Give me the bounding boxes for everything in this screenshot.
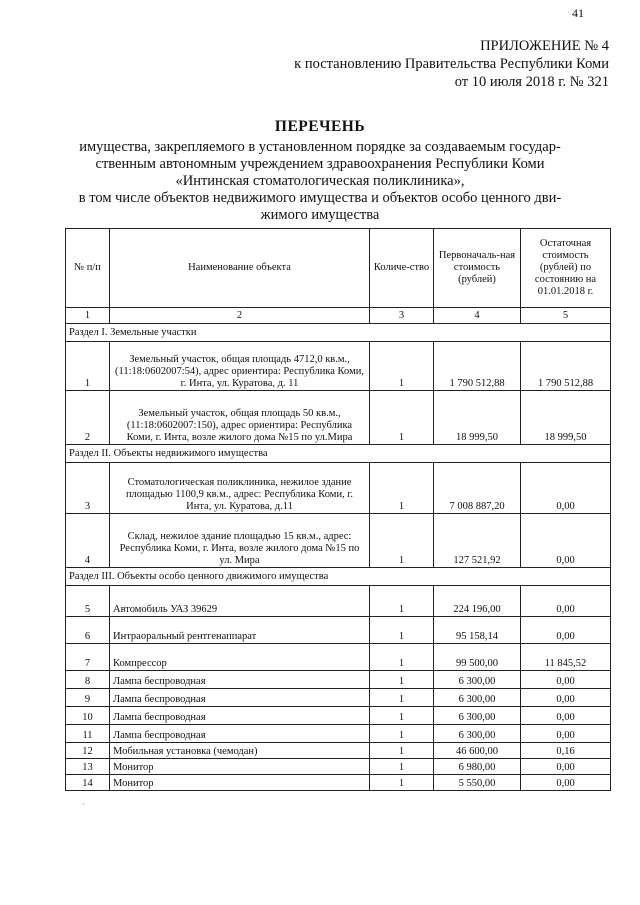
residual-cost: 0,16 <box>521 743 611 759</box>
table-row <box>66 391 611 445</box>
table-row <box>66 725 611 743</box>
object-name: Автомобиль УАЗ 39629 <box>110 586 370 617</box>
appendix-resolution-line: к постановлению Правительства Республики Коми <box>294 56 609 72</box>
quantity: 1 <box>370 689 434 707</box>
header-residual-cost: Остаточная стоимость (рублей) по состоянию на 01.01.2018 г. <box>521 229 611 308</box>
table-row <box>66 775 611 791</box>
initial-cost: 46 600,00 <box>434 743 521 759</box>
object-name: Лампа беспроводная <box>110 671 370 689</box>
residual-cost: 18 999,50 <box>521 391 611 445</box>
section-title: Раздел III. Объекты особо ценного движимого имущества <box>66 568 611 586</box>
quantity: 1 <box>370 707 434 725</box>
initial-cost: 6 300,00 <box>434 689 521 707</box>
quantity: 1 <box>370 743 434 759</box>
residual-cost: 0,00 <box>521 671 611 689</box>
row-number: 5 <box>66 586 110 617</box>
object-name: Монитор <box>110 759 370 775</box>
initial-cost: 6 980,00 <box>434 759 521 775</box>
initial-cost: 1 790 512,88 <box>434 342 521 391</box>
row-number: 4 <box>66 514 110 568</box>
column-number: 2 <box>110 308 370 324</box>
table-row <box>66 689 611 707</box>
section-title: Раздел I. Земельные участки <box>66 324 611 342</box>
initial-cost: 127 521,92 <box>434 514 521 568</box>
table-row <box>66 463 611 514</box>
row-number: 7 <box>66 644 110 671</box>
object-name: Компрессор <box>110 644 370 671</box>
row-number: 12 <box>66 743 110 759</box>
quantity: 1 <box>370 759 434 775</box>
object-name: Монитор <box>110 775 370 791</box>
header-number: № п/п <box>66 229 110 308</box>
table-row <box>66 586 611 617</box>
document-heading: ПЕРЕЧЕНЬ <box>274 118 366 135</box>
quantity: 1 <box>370 617 434 644</box>
residual-cost: 0,00 <box>521 514 611 568</box>
residual-cost: 0,00 <box>521 586 611 617</box>
row-number: 3 <box>66 463 110 514</box>
residual-cost: 1 790 512,88 <box>521 342 611 391</box>
table-header-row <box>66 229 611 308</box>
table-row <box>66 707 611 725</box>
residual-cost: 0,00 <box>521 707 611 725</box>
table-row <box>66 759 611 775</box>
subtitle-line: «Интинская стоматологическая поликлиника», <box>175 173 465 189</box>
table-row <box>66 514 611 568</box>
initial-cost: 99 500,00 <box>434 644 521 671</box>
quantity: 1 <box>370 463 434 514</box>
row-number: 2 <box>66 391 110 445</box>
object-name: Земельный участок, общая площадь 50 кв.м., (11:18:0602007:150), адрес ориентира: Республика Коми, г. Инта, возле жилого дома №15 по ул.Мира <box>110 391 370 445</box>
initial-cost: 6 300,00 <box>434 671 521 689</box>
section-row <box>66 445 611 463</box>
section-row <box>66 324 611 342</box>
object-name: Лампа беспроводная <box>110 689 370 707</box>
row-number: 6 <box>66 617 110 644</box>
column-number: 4 <box>434 308 521 324</box>
quantity: 1 <box>370 725 434 743</box>
quantity: 1 <box>370 586 434 617</box>
row-number: 14 <box>66 775 110 791</box>
residual-cost: 11 845,52 <box>521 644 611 671</box>
appendix-date-line: от 10 июля 2018 г. № 321 <box>454 74 609 90</box>
header-object-name: Наименование объекта <box>110 229 370 308</box>
quantity: 1 <box>370 391 434 445</box>
initial-cost: 6 300,00 <box>434 725 521 743</box>
quantity: 1 <box>370 514 434 568</box>
quantity: 1 <box>370 342 434 391</box>
residual-cost: 0,00 <box>521 725 611 743</box>
initial-cost: 224 196,00 <box>434 586 521 617</box>
table-row <box>66 342 611 391</box>
row-number: 13 <box>66 759 110 775</box>
residual-cost: 0,00 <box>521 617 611 644</box>
row-number: 1 <box>66 342 110 391</box>
column-number: 1 <box>66 308 110 324</box>
quantity: 1 <box>370 775 434 791</box>
object-name: Мобильная установка (чемодан) <box>110 743 370 759</box>
row-number: 10 <box>66 707 110 725</box>
object-name: Интраоральный рентгенаппарат <box>110 617 370 644</box>
row-number: 9 <box>66 689 110 707</box>
quantity: 1 <box>370 671 434 689</box>
subtitle-line: в том числе объектов недвижимого имущества и объектов особо ценного дви- <box>78 190 562 206</box>
appendix-title: ПРИЛОЖЕНИЕ № 4 <box>480 38 609 54</box>
margin-dot: · <box>82 800 85 809</box>
initial-cost: 7 008 887,20 <box>434 463 521 514</box>
property-table <box>65 228 611 791</box>
object-name: Лампа беспроводная <box>110 725 370 743</box>
residual-cost: 0,00 <box>521 689 611 707</box>
header-quantity: Количе-ство <box>370 229 434 308</box>
initial-cost: 18 999,50 <box>434 391 521 445</box>
header-initial-cost: Первоначаль-ная стоимость (рублей) <box>434 229 521 308</box>
residual-cost: 0,00 <box>521 759 611 775</box>
initial-cost: 5 550,00 <box>434 775 521 791</box>
row-number: 8 <box>66 671 110 689</box>
section-title: Раздел II. Объекты недвижимого имущества <box>66 445 611 463</box>
table-row <box>66 644 611 671</box>
quantity: 1 <box>370 644 434 671</box>
initial-cost: 6 300,00 <box>434 707 521 725</box>
residual-cost: 0,00 <box>521 463 611 514</box>
subtitle-line: жимого имущества <box>260 207 380 223</box>
column-number: 5 <box>521 308 611 324</box>
object-name: Стоматологическая поликлиника, нежилое здание площадью 1100,9 кв.м., адрес: Республика Коми, г. Инта, ул. Куратова, д.11 <box>110 463 370 514</box>
table-row <box>66 743 611 759</box>
table-row <box>66 617 611 644</box>
section-row <box>66 568 611 586</box>
subtitle-line: имущества, закрепляемого в установленном порядке за создаваемым государ- <box>79 139 561 155</box>
column-number: 3 <box>370 308 434 324</box>
residual-cost: 0,00 <box>521 775 611 791</box>
table-row <box>66 671 611 689</box>
object-name: Склад, нежилое здание площадью 15 кв.м., адрес: Республика Коми, г. Инта, возле жилого дома №15 по ул. Мира <box>110 514 370 568</box>
object-name: Земельный участок, общая площадь 4712,0 кв.м., (11:18:0602007:54), адрес ориентира: Республика Коми, г. Инта, ул. Куратова, д. 11 <box>110 342 370 391</box>
column-number-row <box>66 308 611 324</box>
subtitle-line: ственным автономным учреждением здравоохранения Республики Коми <box>95 156 545 172</box>
object-name: Лампа беспроводная <box>110 707 370 725</box>
page-number: 41 <box>572 6 584 20</box>
initial-cost: 95 158,14 <box>434 617 521 644</box>
row-number: 11 <box>66 725 110 743</box>
